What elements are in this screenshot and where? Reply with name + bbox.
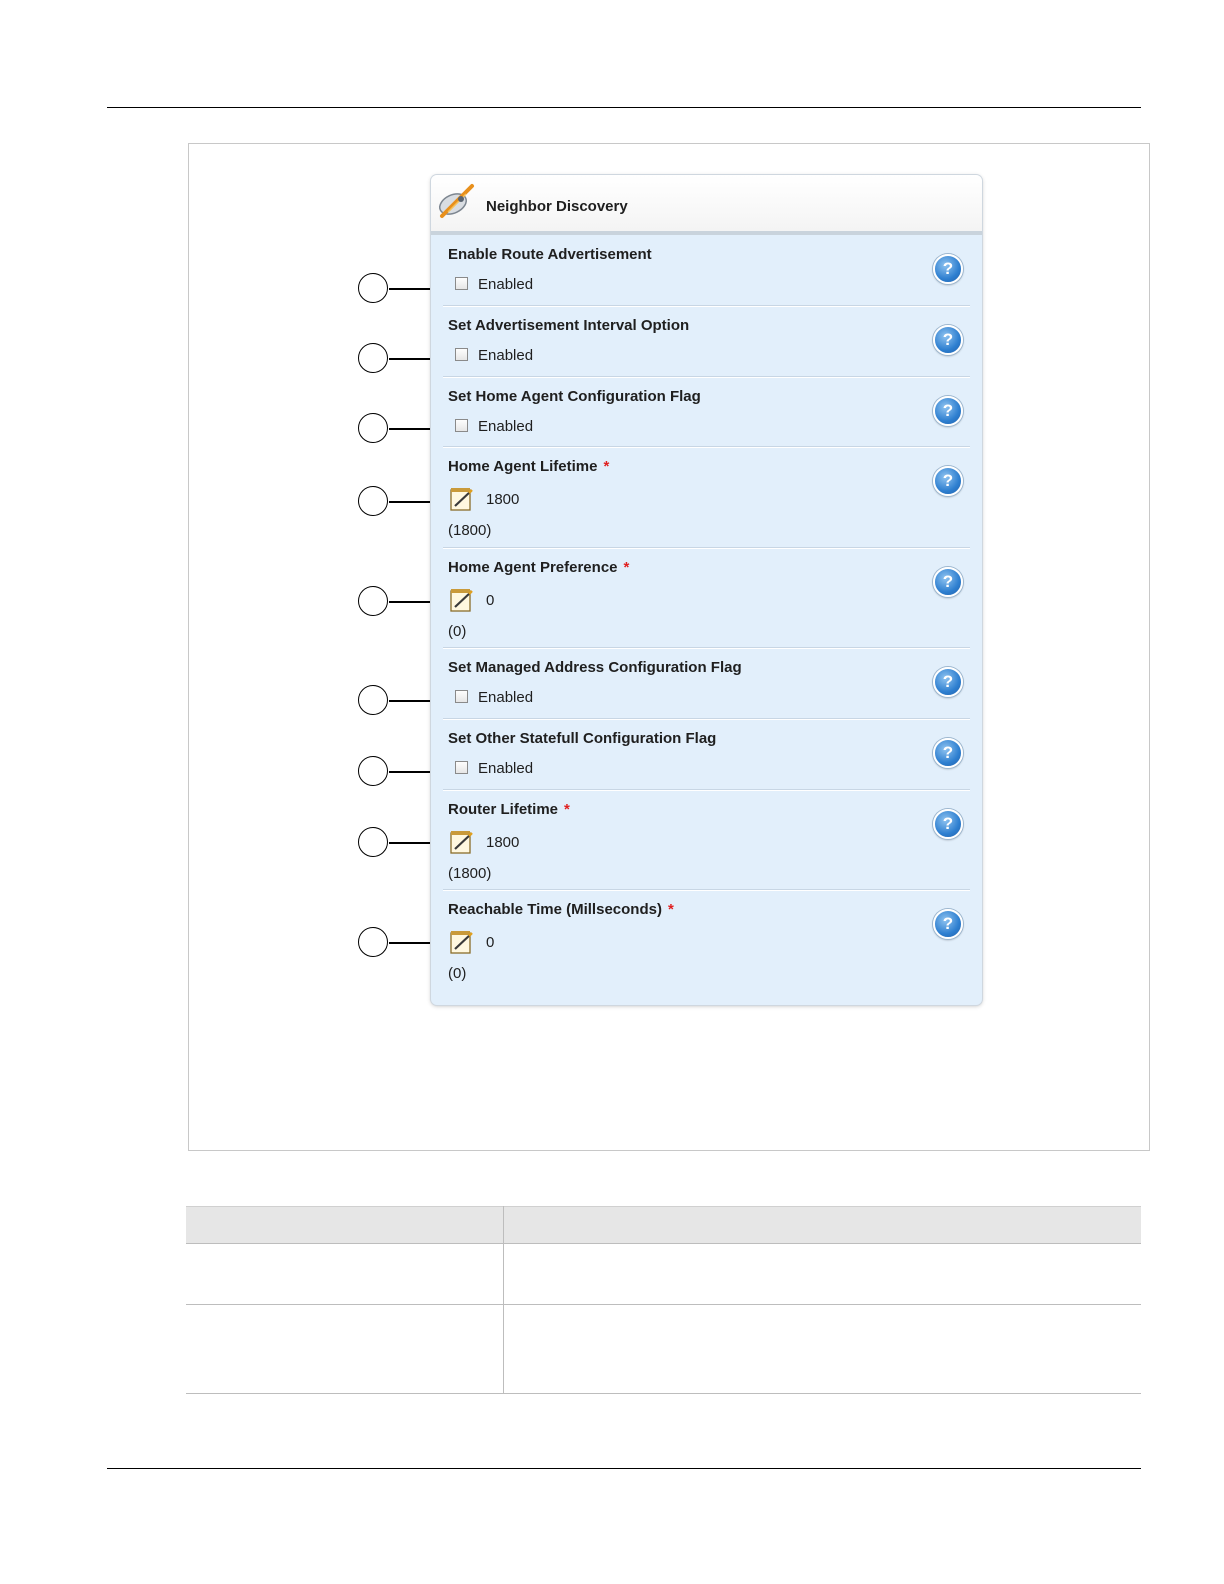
field-label: Set Advertisement Interval Option — [448, 317, 690, 334]
form-row-set-advertisement-interval-option — [431, 307, 982, 378]
required-marker: * — [603, 458, 610, 475]
satellite-dish-icon — [436, 182, 476, 220]
help-icon[interactable]: ? — [933, 738, 963, 768]
reachable-time-value[interactable]: 0 — [486, 934, 495, 951]
form-row-home-agent-preference — [431, 549, 982, 649]
form-row-home-agent-lifetime — [431, 448, 982, 549]
default-hint: (1800) — [448, 865, 492, 882]
default-hint: (1800) — [448, 522, 492, 539]
notepad-edit-icon[interactable] — [449, 829, 475, 855]
notepad-edit-icon[interactable] — [449, 486, 475, 512]
header-rule — [107, 107, 1141, 108]
set-home-agent-config-flag-checkbox[interactable] — [455, 419, 468, 432]
notepad-edit-icon[interactable] — [449, 929, 475, 955]
home-agent-preference-value[interactable]: 0 — [486, 592, 495, 609]
default-hint: (0) — [448, 965, 467, 982]
set-other-statefull-config-flag-checkbox[interactable] — [455, 761, 468, 774]
checkbox-label: Enabled — [478, 760, 534, 777]
notepad-edit-icon[interactable] — [449, 587, 475, 613]
set-advertisement-interval-checkbox[interactable] — [455, 348, 468, 361]
field-label: Router Lifetime * — [448, 801, 570, 818]
form-row-set-other-statefull-configuration-flag — [431, 720, 982, 791]
help-icon[interactable]: ? — [933, 909, 963, 939]
field-label: Set Managed Address Configuration Flag — [448, 659, 742, 676]
field-label: Set Other Statefull Configuration Flag — [448, 730, 717, 747]
form-row-enable-route-advertisement — [431, 236, 982, 307]
field-label: Reachable Time (Millseconds) * — [448, 901, 674, 918]
form-row-router-lifetime — [431, 791, 982, 891]
field-label: Home Agent Lifetime * — [448, 458, 610, 475]
table-row-divider — [186, 1304, 1141, 1305]
form-row-set-home-agent-configuration-flag — [431, 378, 982, 448]
help-icon[interactable]: ? — [933, 396, 963, 426]
checkbox-label: Enabled — [478, 418, 534, 435]
column-divider — [503, 1206, 504, 1394]
enable-route-advertisement-checkbox[interactable] — [455, 277, 468, 290]
required-marker: * — [667, 901, 674, 918]
help-icon[interactable]: ? — [933, 325, 963, 355]
panel-title: Neighbor Discovery — [486, 198, 628, 215]
default-hint: (0) — [448, 623, 467, 640]
required-marker: * — [623, 559, 630, 576]
checkbox-label: Enabled — [478, 689, 534, 706]
help-icon[interactable]: ? — [933, 809, 963, 839]
help-icon[interactable]: ? — [933, 667, 963, 697]
table-row-divider — [186, 1393, 1141, 1394]
help-icon[interactable]: ? — [933, 567, 963, 597]
panel-header — [431, 175, 982, 235]
field-label: Home Agent Preference * — [448, 559, 630, 576]
router-lifetime-value[interactable]: 1800 — [486, 834, 520, 851]
table-header — [186, 1206, 1141, 1244]
form-row-set-managed-address-configuration-flag — [431, 649, 982, 720]
help-icon[interactable]: ? — [933, 466, 963, 496]
field-label: Set Home Agent Configuration Flag — [448, 388, 701, 405]
help-icon[interactable]: ? — [933, 254, 963, 284]
form-row-reachable-time — [431, 891, 982, 991]
neighbor-discovery-panel — [431, 175, 982, 1005]
footer-rule — [107, 1468, 1141, 1469]
checkbox-label: Enabled — [478, 347, 534, 364]
checkbox-label: Enabled — [478, 276, 534, 293]
field-label: Enable Route Advertisement — [448, 246, 652, 263]
required-marker: * — [564, 801, 570, 818]
home-agent-lifetime-value[interactable]: 1800 — [486, 491, 520, 508]
set-managed-address-config-flag-checkbox[interactable] — [455, 690, 468, 703]
